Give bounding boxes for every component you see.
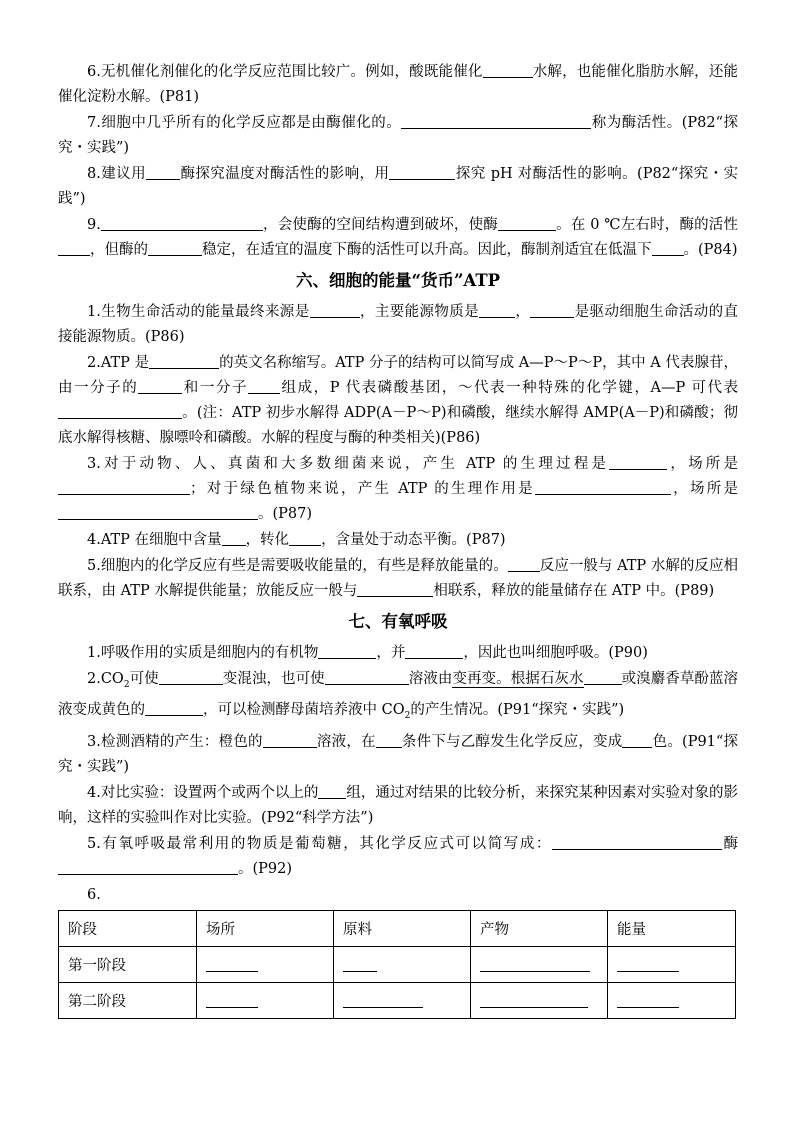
- product-cell[interactable]: [471, 946, 608, 982]
- enzyme-q9: 9. ，会使酶的空间结构遭到破坏，使酶 。在 0 ℃左右时，酶的活性，但酶的 稳定，在适宜的温度下酶的活性可以升高。因此，酶制剂适宜在低温下 。(P84): [58, 213, 738, 263]
- blank[interactable]: [58, 403, 182, 419]
- blank[interactable]: [325, 669, 409, 685]
- blank[interactable]: [148, 240, 202, 256]
- enzyme-q8: 8.建议用 酶探究温度对酶活性的影响，用 探究 pH 对酶活性的影响。(P82“探究・实践”): [58, 166, 739, 207]
- product-cell[interactable]: [471, 982, 608, 1018]
- atp-q5: 5.细胞内的化学反应有些是需要吸收能量的，有些是释放能量的。 反应一般与 ATP 水解的反应相联系，由 ATP 水解提供能量；放能反应一般与 相联系，释放的能量储存在 ATP 中。(P89): [58, 558, 738, 599]
- blank[interactable]: [480, 957, 590, 972]
- blank[interactable]: [263, 732, 317, 748]
- blank[interactable]: [310, 302, 360, 318]
- blank[interactable]: [159, 669, 223, 685]
- atp-q2: 2.ATP 是 的英文名称缩写。ATP 分子的结构可以简写成 A—P～P～P，其中 A 代表腺苷，由一分子的 和一分子 组成，P 代表磷酸基团，～代表一种特殊的化学键，A—P 可代表。(注：ATP 初步水解得 ADP(A－P～P)和磷酸，继续水解得 AMP(A－P)和磷酸；彻底水解得核糖、腺嘌呤和磷酸。水解的程度与酶的种类相关)(P86): [58, 355, 739, 446]
- blank[interactable]: [617, 957, 679, 972]
- table-header-cell: 原料: [334, 910, 471, 946]
- location-cell[interactable]: [197, 982, 334, 1018]
- resp-q2: $2.CO_2$可使 变混浊，也可使 溶液由变再变。根据石灰水 或溴麝香草酚蓝溶液变成黄色的 ，可以检测酵母菌培养液中 $CO_2$的产生情况。(P91“探究・实践”): [58, 671, 739, 721]
- table-header-cell: 场所: [197, 910, 334, 946]
- blank[interactable]: [483, 62, 533, 78]
- blank[interactable]: [584, 669, 622, 685]
- stage-cell: 第一阶段: [59, 946, 197, 982]
- blank[interactable]: [101, 215, 263, 231]
- blank[interactable]: [149, 353, 219, 369]
- section-title-aerobic-respiration: 七、有氧呼吸: [348, 612, 448, 631]
- stage-cell: 第二阶段: [59, 982, 197, 1018]
- atp-q1: 1.生物生命活动的能量最终来源是 ，主要能源物质是 ， 是驱动细胞生命活动的直接能源物质。(P86): [58, 304, 739, 345]
- blank[interactable]: [343, 957, 377, 972]
- table-row: [59, 946, 736, 982]
- enzyme-q6: 6.无机催化剂催化的化学反应范围比较广。例如，酸既能催化 水解，也能催化脂肪水解，还能催化淀粉水解。(P81): [58, 64, 738, 105]
- resp-q4: 4.对比实验：设置两个或两个以上的 组，通过对结果的比较分析，来探究某种因素对实验对象的影响，这样的实验叫作对比实验。(P92“科学方法”): [58, 784, 739, 826]
- section-title-atp: 六、细胞的能量“货币”ATP: [295, 271, 501, 290]
- blank[interactable]: [58, 504, 258, 520]
- enzyme-q7: 7.细胞中几乎所有的化学反应都是由酶催化的。 称为酶活性。(P82“探究・实践”): [58, 115, 738, 156]
- blank[interactable]: [480, 993, 588, 1008]
- blank[interactable]: [206, 957, 258, 972]
- blank[interactable]: [222, 530, 246, 546]
- energy-cell[interactable]: [608, 946, 736, 982]
- blank[interactable]: [58, 479, 190, 495]
- blank[interactable]: [318, 783, 346, 799]
- blank[interactable]: [146, 164, 180, 180]
- resp-q1: 1.呼吸作用的实质是细胞内的有机物 ，并 ，因此也叫细胞呼吸。(P90): [87, 645, 648, 661]
- blank[interactable]: [138, 378, 182, 394]
- atp-q3: 3.对于动物、人、真菌和大多数细菌来说，产生 ATP 的生理过程是 ，场所是；对于绿色植物来说，产生 ATP 的生理作用是 ，场所是。(P87): [58, 452, 738, 527]
- blank[interactable]: [508, 556, 540, 572]
- blank[interactable]: [206, 993, 258, 1008]
- location-cell[interactable]: [197, 946, 334, 982]
- resp-q5: 5.有氧呼吸最常利用的物质是葡萄糖，其化学反应式可以简写成： 酶。(P92): [58, 832, 738, 882]
- blank[interactable]: [376, 732, 402, 748]
- worksheet-page: [58, 60, 738, 1019]
- resp-q6-label: 6.: [87, 886, 101, 903]
- blank[interactable]: [289, 530, 321, 546]
- blank[interactable]: [357, 581, 433, 597]
- respiration-stage-table: [58, 910, 736, 1019]
- blank[interactable]: [405, 643, 463, 659]
- blank[interactable]: [58, 859, 238, 875]
- blank[interactable]: [530, 302, 574, 318]
- blank[interactable]: [609, 454, 667, 470]
- material-cell[interactable]: [334, 982, 471, 1018]
- atp-q4: 4.ATP 在细胞中含量 ，转化 ，含量处于动态平衡。(P87): [87, 532, 506, 548]
- blank[interactable]: [617, 993, 679, 1008]
- table-header-row: [59, 910, 736, 946]
- blank[interactable]: [343, 993, 423, 1008]
- table-header-cell: 阶段: [59, 910, 197, 946]
- blank[interactable]: [318, 643, 376, 659]
- blank[interactable]: [248, 378, 280, 394]
- blank[interactable]: [479, 302, 515, 318]
- table-row: [59, 982, 736, 1018]
- blank[interactable]: [652, 240, 684, 256]
- blank[interactable]: [622, 732, 652, 748]
- energy-cell[interactable]: [608, 982, 736, 1018]
- blank[interactable]: [535, 479, 671, 495]
- blank[interactable]: [498, 215, 556, 231]
- table-header-cell: 能量: [608, 910, 736, 946]
- blank[interactable]: [552, 834, 722, 850]
- blank[interactable]: [145, 700, 203, 716]
- blank[interactable]: [58, 240, 90, 256]
- blank[interactable]: [401, 113, 591, 129]
- table-header-cell: 产物: [471, 910, 608, 946]
- blank[interactable]: [389, 164, 455, 180]
- resp-q3: 3.检测酒精的产生：橙色的 溶液，在 条件下与乙醇发生化学反应，变成 色。(P91“探究・实践”): [58, 733, 739, 775]
- material-cell[interactable]: [334, 946, 471, 982]
